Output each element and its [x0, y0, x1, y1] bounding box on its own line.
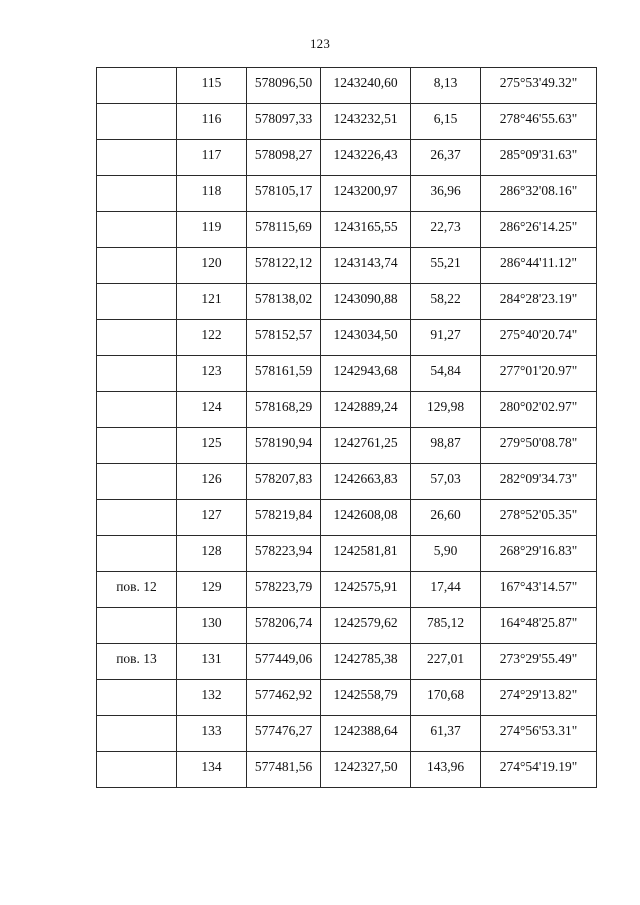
- table-row: [97, 464, 597, 500]
- rotation-cell: [97, 536, 177, 572]
- point-number-cell: 127: [177, 500, 247, 536]
- point-number-cell: 120: [177, 248, 247, 284]
- y-coordinate-cell: 1242575,91: [321, 572, 411, 608]
- table-row: [97, 500, 597, 536]
- x-coordinate-cell: 578168,29: [247, 392, 321, 428]
- point-number-cell: 125: [177, 428, 247, 464]
- rotation-cell: пов. 13: [97, 644, 177, 680]
- rotation-cell: [97, 680, 177, 716]
- table-row: [97, 248, 597, 284]
- distance-cell: 5,90: [411, 536, 481, 572]
- y-coordinate-cell: 1242558,79: [321, 680, 411, 716]
- y-coordinate-cell: 1242579,62: [321, 608, 411, 644]
- x-coordinate-cell: 578122,12: [247, 248, 321, 284]
- x-coordinate-cell: 577462,92: [247, 680, 321, 716]
- angle-cell: 268°29'16.83": [481, 536, 597, 572]
- table-row: [97, 716, 597, 752]
- angle-cell: 167°43'14.57": [481, 572, 597, 608]
- point-number-cell: 119: [177, 212, 247, 248]
- angle-cell: 275°40'20.74": [481, 320, 597, 356]
- y-coordinate-cell: 1242608,08: [321, 500, 411, 536]
- y-coordinate-cell: 1243200,97: [321, 176, 411, 212]
- table-row: [97, 752, 597, 788]
- distance-cell: 55,21: [411, 248, 481, 284]
- rotation-cell: [97, 140, 177, 176]
- rotation-cell: [97, 392, 177, 428]
- distance-cell: 36,96: [411, 176, 481, 212]
- page-number: 123: [309, 36, 331, 51]
- rotation-cell: [97, 104, 177, 140]
- angle-cell: 164°48'25.87": [481, 608, 597, 644]
- distance-cell: 6,15: [411, 104, 481, 140]
- angle-cell: 274°56'53.31": [481, 716, 597, 752]
- point-number-cell: 122: [177, 320, 247, 356]
- angle-cell: 286°44'11.12": [481, 248, 597, 284]
- table-row: [97, 392, 597, 428]
- point-number-cell: 117: [177, 140, 247, 176]
- table-row: [97, 428, 597, 464]
- x-coordinate-cell: 578105,17: [247, 176, 321, 212]
- x-coordinate-cell: 578161,59: [247, 356, 321, 392]
- angle-cell: 284°28'23.19": [481, 284, 597, 320]
- distance-cell: 61,37: [411, 716, 481, 752]
- rotation-cell: [97, 752, 177, 788]
- y-coordinate-cell: 1243232,51: [321, 104, 411, 140]
- distance-cell: 98,87: [411, 428, 481, 464]
- table-row: [97, 608, 597, 644]
- y-coordinate-cell: 1242785,38: [321, 644, 411, 680]
- rotation-cell: [97, 176, 177, 212]
- distance-cell: 22,73: [411, 212, 481, 248]
- distance-cell: 26,37: [411, 140, 481, 176]
- angle-cell: 273°29'55.49": [481, 644, 597, 680]
- y-coordinate-cell: 1243240,60: [321, 68, 411, 104]
- rotation-cell: [97, 320, 177, 356]
- y-coordinate-cell: 1242663,83: [321, 464, 411, 500]
- x-coordinate-cell: 578138,02: [247, 284, 321, 320]
- angle-cell: 275°53'49.32": [481, 68, 597, 104]
- x-coordinate-cell: 578223,94: [247, 536, 321, 572]
- point-number-cell: 129: [177, 572, 247, 608]
- table-row: [97, 536, 597, 572]
- table-row: [97, 212, 597, 248]
- table-row: [97, 176, 597, 212]
- angle-cell: 286°32'08.16": [481, 176, 597, 212]
- point-number-cell: 128: [177, 536, 247, 572]
- rotation-cell: [97, 716, 177, 752]
- distance-cell: 8,13: [411, 68, 481, 104]
- x-coordinate-cell: 578219,84: [247, 500, 321, 536]
- y-coordinate-cell: 1243090,88: [321, 284, 411, 320]
- angle-cell: 285°09'31.63": [481, 140, 597, 176]
- x-coordinate-cell: 578207,83: [247, 464, 321, 500]
- rotation-cell: [97, 608, 177, 644]
- distance-cell: 129,98: [411, 392, 481, 428]
- y-coordinate-cell: 1243226,43: [321, 140, 411, 176]
- coordinates-table-body: [97, 68, 597, 788]
- distance-cell: 58,22: [411, 284, 481, 320]
- x-coordinate-cell: 578098,27: [247, 140, 321, 176]
- rotation-cell: [97, 428, 177, 464]
- rotation-cell: [97, 356, 177, 392]
- x-coordinate-cell: 578115,69: [247, 212, 321, 248]
- angle-cell: 274°29'13.82": [481, 680, 597, 716]
- table-row: [97, 680, 597, 716]
- distance-cell: 57,03: [411, 464, 481, 500]
- point-number-cell: 123: [177, 356, 247, 392]
- y-coordinate-cell: 1242327,50: [321, 752, 411, 788]
- rotation-cell: [97, 284, 177, 320]
- table-row: [97, 356, 597, 392]
- x-coordinate-cell: 578096,50: [247, 68, 321, 104]
- y-coordinate-cell: 1242388,64: [321, 716, 411, 752]
- x-coordinate-cell: 578152,57: [247, 320, 321, 356]
- angle-cell: 278°46'55.63": [481, 104, 597, 140]
- point-number-cell: 126: [177, 464, 247, 500]
- point-number-cell: 133: [177, 716, 247, 752]
- angle-cell: 280°02'02.97": [481, 392, 597, 428]
- rotation-cell: [97, 212, 177, 248]
- point-number-cell: 131: [177, 644, 247, 680]
- y-coordinate-cell: 1242761,25: [321, 428, 411, 464]
- x-coordinate-cell: 577481,56: [247, 752, 321, 788]
- angle-cell: 277°01'20.97": [481, 356, 597, 392]
- table-row: [97, 320, 597, 356]
- x-coordinate-cell: 578223,79: [247, 572, 321, 608]
- angle-cell: 274°54'19.19": [481, 752, 597, 788]
- rotation-cell: [97, 464, 177, 500]
- rotation-cell: [97, 68, 177, 104]
- x-coordinate-cell: 577476,27: [247, 716, 321, 752]
- distance-cell: 26,60: [411, 500, 481, 536]
- angle-cell: 286°26'14.25": [481, 212, 597, 248]
- coordinates-table: [96, 67, 597, 788]
- x-coordinate-cell: 578097,33: [247, 104, 321, 140]
- table-row: [97, 104, 597, 140]
- table-row: [97, 68, 597, 104]
- table-row: [97, 572, 597, 608]
- point-number-cell: 124: [177, 392, 247, 428]
- point-number-cell: 115: [177, 68, 247, 104]
- y-coordinate-cell: 1242889,24: [321, 392, 411, 428]
- distance-cell: 227,01: [411, 644, 481, 680]
- point-number-cell: 116: [177, 104, 247, 140]
- x-coordinate-cell: 578190,94: [247, 428, 321, 464]
- angle-cell: 282°09'34.73": [481, 464, 597, 500]
- y-coordinate-cell: 1243143,74: [321, 248, 411, 284]
- y-coordinate-cell: 1242943,68: [321, 356, 411, 392]
- y-coordinate-cell: 1243034,50: [321, 320, 411, 356]
- angle-cell: 279°50'08.78": [481, 428, 597, 464]
- point-number-cell: 121: [177, 284, 247, 320]
- rotation-cell: [97, 248, 177, 284]
- rotation-cell: [97, 500, 177, 536]
- y-coordinate-cell: 1243165,55: [321, 212, 411, 248]
- distance-cell: 785,12: [411, 608, 481, 644]
- point-number-cell: 132: [177, 680, 247, 716]
- point-number-cell: 130: [177, 608, 247, 644]
- point-number-cell: 134: [177, 752, 247, 788]
- y-coordinate-cell: 1242581,81: [321, 536, 411, 572]
- distance-cell: 143,96: [411, 752, 481, 788]
- table-row: [97, 140, 597, 176]
- distance-cell: 91,27: [411, 320, 481, 356]
- distance-cell: 170,68: [411, 680, 481, 716]
- table-row: [97, 284, 597, 320]
- distance-cell: 54,84: [411, 356, 481, 392]
- table-row: [97, 644, 597, 680]
- point-number-cell: 118: [177, 176, 247, 212]
- rotation-cell: пов. 12: [97, 572, 177, 608]
- x-coordinate-cell: 578206,74: [247, 608, 321, 644]
- distance-cell: 17,44: [411, 572, 481, 608]
- x-coordinate-cell: 577449,06: [247, 644, 321, 680]
- angle-cell: 278°52'05.35": [481, 500, 597, 536]
